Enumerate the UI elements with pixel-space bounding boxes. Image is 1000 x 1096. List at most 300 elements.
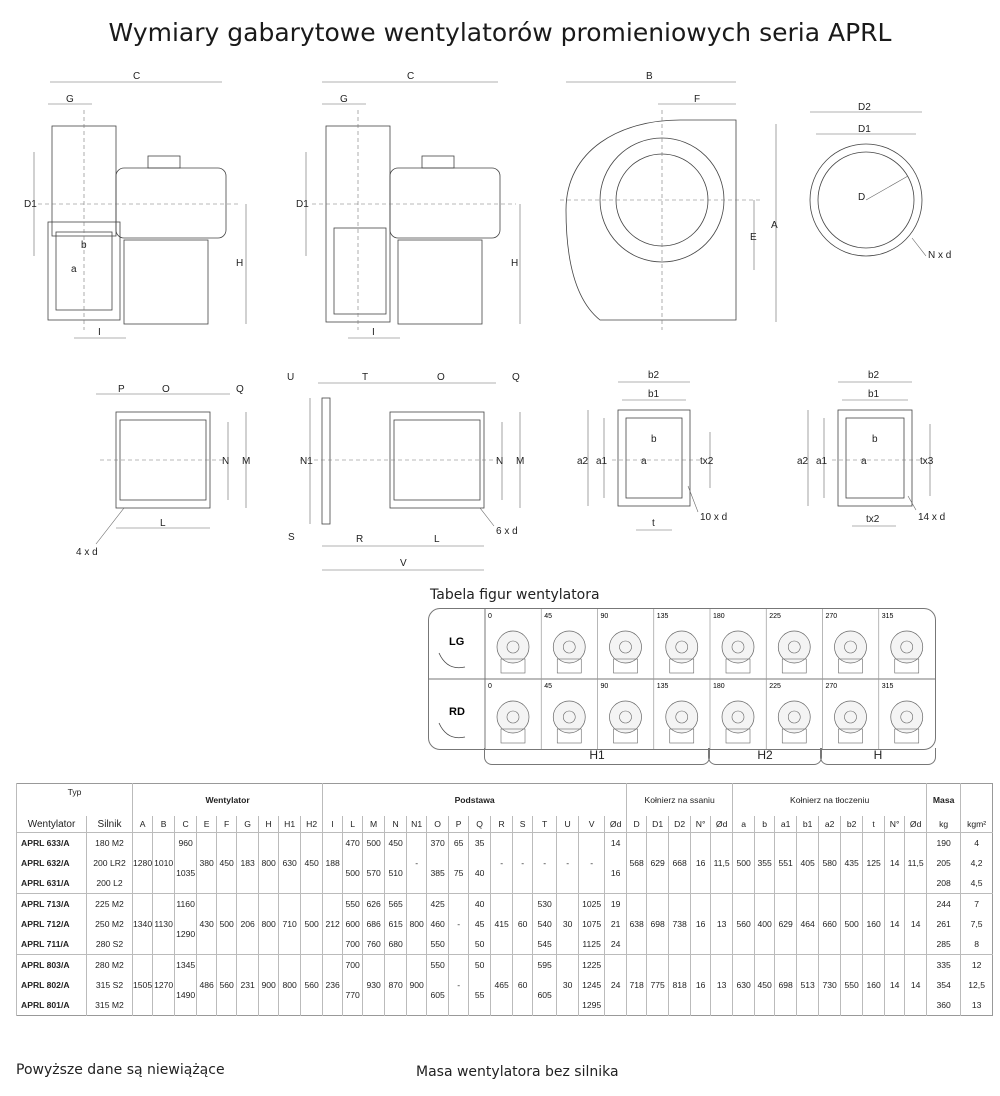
cell-b1: 464 [797,894,819,955]
fan-figure-icon [666,631,698,663]
cell-h2: 450 [301,833,323,894]
dim-m-label: M [242,456,251,467]
figure-angle-label: 90 [600,683,609,690]
cell-o: 550 [427,955,449,976]
cell-silnik: 280 S2 [87,934,133,955]
dim-g2-label: G [340,94,348,105]
fan-figure-icon [891,701,923,733]
cell-t: 160 [863,955,885,1016]
cell-c: 1035 [175,853,197,894]
cell-o: 370 [427,833,449,854]
col-header: Q [469,816,491,833]
fan-figure-icon [835,631,867,663]
cell-n: 615 [385,914,407,934]
header-kolnierz-ssanie: Kołnierz na ssaniu [627,784,733,817]
figure-angle-label: 45 [544,613,553,620]
col-header: D [627,816,647,833]
cell-silnik: 315 S2 [87,975,133,995]
cell-kgm2: 8 [961,934,993,955]
cell-i: 188 [323,833,343,894]
cell-m: 760 [363,934,385,955]
cell-kgm2: 7,5 [961,914,993,934]
cell-b2: 435 [841,833,863,894]
cell-od_t: 14 [905,955,927,1016]
dim-d1b-label: D1 [296,199,309,210]
cell-kg: 244 [927,894,961,915]
cell-l: 700 [343,955,363,976]
fan-figure-icon [553,631,585,663]
cell-h1: 800 [279,955,301,1016]
cell-wentylator: APRL 801/A [17,995,87,1016]
cell-kg: 285 [927,934,961,955]
dim-c-label: C [133,71,141,82]
fan-figure-icon [610,631,642,663]
cell-l: 470 [343,833,363,854]
figure-angle-label: 315 [881,683,894,690]
header-wentylator-group: Wentylator [133,784,323,817]
cell-c: 960 [175,833,197,854]
figure-angle-label: 0 [488,683,492,690]
dim-b-flange2-label: b [872,434,878,445]
figure-angle-label: 225 [769,613,781,620]
cell-b: 355 [755,833,775,894]
cell-t: 545 [533,934,557,955]
col-header: E [197,816,217,833]
cell-t: 160 [863,894,885,955]
cell-r: 415 [491,894,513,955]
dim-b1-label: b1 [648,389,660,400]
cell-c: 1160 [175,894,197,915]
cell-c: 1345 [175,955,197,976]
note-mass: Masa wentylatora bez silnika [416,1064,619,1080]
cell-h: 900 [259,955,279,1016]
dim-b2b-label: b2 [868,370,880,381]
col-header: Ød [905,816,927,833]
cell-e: 430 [197,894,217,955]
dim-u-label: U [287,372,295,383]
dim-c2-label: C [407,71,415,82]
cell-b: 450 [755,955,775,1016]
dim-a2b-label: a2 [797,456,809,467]
dim-d-label: D [858,192,866,203]
figure-angle-label: 270 [825,683,838,690]
cell-s: - [513,833,533,894]
dim-f-label: F [694,94,701,105]
cell-c: 1490 [175,975,197,1016]
cell-n1: 800 [407,894,427,955]
cell-b: 1130 [153,894,175,955]
col-header: P [449,816,469,833]
cell-no_t: 14 [885,833,905,894]
dim-b2-label: b2 [648,370,660,381]
dim-o2-label: O [437,372,445,383]
cell-a2: 580 [819,833,841,894]
cell-o: 460 [427,914,449,934]
cell-no_s: 16 [691,955,711,1016]
col-header: D1 [647,816,669,833]
cell-d2: 738 [669,894,691,955]
col-header: N° [885,816,905,833]
cell-l: 600 [343,914,363,934]
fan-figure-icon [553,701,585,733]
cell-silnik: 250 M2 [87,914,133,934]
dim-tx3-label: tx3 [920,456,934,467]
cell-wentylator: APRL 713/A [17,894,87,915]
dim-14xd-label: 14 x d [918,512,946,523]
cell-l: 770 [343,975,363,1016]
col-header: b [755,816,775,833]
dim-i2-label: I [372,327,375,338]
figure-angle-label: 180 [713,683,725,690]
col-header: t [863,816,885,833]
cell-a1: 698 [775,955,797,1016]
cell-s: 60 [513,955,533,1016]
dim-s-label: S [288,532,295,543]
cell-f: 500 [217,894,237,955]
header-kolnierz-tloczenie: Kołnierz na tłoczeniu [733,784,927,817]
table-row [17,894,993,915]
side-view-1 [24,71,246,338]
dim-tx2-label: tx2 [700,456,714,467]
cell-n1: - [407,833,427,894]
col-header: b1 [797,816,819,833]
dim-a-flange-label: a [641,456,647,467]
col-header: A [133,816,153,833]
cell-kgm2: 4 [961,833,993,854]
dim-h2-label: H [511,258,519,269]
cell-d2: 818 [669,955,691,1016]
cell-wentylator: APRL 803/A [17,955,87,976]
rotation-arrow-icon [439,653,465,668]
dim-t-label: t [652,518,655,529]
figure-table [428,608,936,750]
cell-od_base: 14 [605,833,627,854]
cell-r: 465 [491,955,513,1016]
cell-od_base: 19 [605,894,627,915]
cell-t: - [533,833,557,894]
cell-silnik: 180 M2 [87,833,133,854]
col-header: M [363,816,385,833]
cell-wentylator: APRL 802/A [17,975,87,995]
side-view-2 [296,71,520,338]
dim-a1-label: a1 [596,456,608,467]
fan-figure-icon [722,701,754,733]
cell-a: 1340 [133,894,153,955]
cell-h2: 500 [301,894,323,955]
cell-kgm2: 4,5 [961,873,993,894]
group-h2: H2 [708,748,822,765]
col-header: N1 [407,816,427,833]
cell-q: 40 [469,894,491,915]
dim-i-label: I [98,327,101,338]
dim-d1c-label: D1 [858,124,871,135]
cell-silnik: 200 LR2 [87,853,133,873]
table-row [17,955,993,976]
cell-wentylator: APRL 631/A [17,873,87,894]
cell-a: 630 [733,955,755,1016]
front-view [560,71,778,330]
cell-silnik: 200 L2 [87,873,133,894]
cell-m: 626 [363,894,385,915]
cell-p: 75 [449,853,469,894]
dim-g-label: G [66,94,74,105]
cell-u: 30 [557,955,579,1016]
cell-p: 65 [449,833,469,854]
figure-row-label: LG [449,636,465,648]
cell-no_t: 14 [885,894,905,955]
cell-v: 1075 [579,914,605,934]
cell-no_s: 16 [691,833,711,894]
col-header: Ød [605,816,627,833]
cell-p: - [449,894,469,955]
cell-q: 55 [469,975,491,1016]
cell-a1: 551 [775,833,797,894]
col-header: B [153,816,175,833]
cell-l: 550 [343,894,363,915]
table-row [17,833,993,854]
dim-b-flange-label: b [651,434,657,445]
cell-m: 570 [363,853,385,894]
cell-t: 530 [533,894,557,915]
cell-q: 50 [469,955,491,976]
cell-n: 510 [385,853,407,894]
fan-figure-icon [666,701,698,733]
cell-m: 500 [363,833,385,854]
cell-f: 450 [217,833,237,894]
col-header: T [533,816,557,833]
dim-q-label: Q [236,384,244,395]
col-header: L [343,816,363,833]
col-header: N [385,816,407,833]
cell-kgm2: 12,5 [961,975,993,995]
cell-kgm2: 13 [961,995,993,1016]
cell-b: 1270 [153,955,175,1016]
cell-e: 380 [197,833,217,894]
col-header: a [733,816,755,833]
dim-r-label: R [356,534,364,545]
dim-v-label: V [400,558,407,569]
cell-b1: 513 [797,955,819,1016]
figure-angle-label: 180 [713,613,725,620]
figure-table-grid [429,609,935,749]
dim-l-label: L [160,518,166,529]
dim-h-label: H [236,258,244,269]
cell-t: 540 [533,914,557,934]
group-h1: H1 [484,748,710,765]
cell-od_base: 24 [605,955,627,1016]
cell-od_s: 13 [711,894,733,955]
note-disclaimer: Powyższe dane są niewiążące [16,1062,225,1078]
cell-kg: 261 [927,914,961,934]
cell-kgm2: 4,2 [961,853,993,873]
fan-figure-icon [891,631,923,663]
dim-n1-label: N1 [300,456,313,467]
dim-tx2b-label: tx2 [866,514,880,525]
cell-wentylator: APRL 632/A [17,853,87,873]
col-header: D2 [669,816,691,833]
cell-h2: 560 [301,955,323,1016]
cell-a: 1505 [133,955,153,1016]
cell-silnik: 315 M2 [87,995,133,1016]
cell-kg: 354 [927,975,961,995]
cell-g: 183 [237,833,259,894]
inlet-flange-view [810,102,951,261]
cell-kgm2: 7 [961,894,993,915]
cell-d: 568 [627,833,647,894]
cell-d2: 668 [669,833,691,894]
cell-v: - [579,833,605,894]
col-header: Ød [711,816,733,833]
cell-m: 686 [363,914,385,934]
cell-f: 560 [217,955,237,1016]
cell-d: 718 [627,955,647,1016]
cell-no_t: 14 [885,955,905,1016]
header-masa: Masa [927,784,961,817]
outlet-flange-view-2 [797,370,945,526]
col-header: N° [691,816,711,833]
cell-v: 1025 [579,894,605,915]
cell-q: 35 [469,833,491,854]
cell-n: 870 [385,955,407,1016]
cell-no_s: 16 [691,894,711,955]
col-header: U [557,816,579,833]
figure-angle-label: 135 [656,683,669,690]
cell-a2: 730 [819,955,841,1016]
dim-q2-label: Q [512,372,520,383]
col-header: a1 [775,816,797,833]
cell-r: - [491,833,513,894]
cell-t: 605 [533,975,557,1016]
cell-wentylator: APRL 633/A [17,833,87,854]
dim-p-label: P [118,384,125,395]
dim-b1b-label: b1 [868,389,880,400]
figure-angle-label: 0 [488,613,492,620]
cell-a1: 629 [775,894,797,955]
cell-b2: 550 [841,955,863,1016]
cell-o: 385 [427,853,449,894]
dim-a-flange2-label: a [861,456,867,467]
col-header: H2 [301,816,323,833]
dim-o-label: O [162,384,170,395]
outlet-flange-view-1 [577,370,727,530]
cell-d1: 629 [647,833,669,894]
cell-o: 605 [427,975,449,1016]
col-header: C [175,816,197,833]
cell-b2: 500 [841,894,863,955]
cell-n1: 900 [407,955,427,1016]
cell-b1: 405 [797,833,819,894]
cell-kg: 335 [927,955,961,976]
cell-o: 550 [427,934,449,955]
header-podstawa: Podstawa [323,784,627,817]
figure-angle-label: 315 [881,613,894,620]
col-header: I [323,816,343,833]
col-header: kgm² [961,816,993,833]
col-header: R [491,816,513,833]
cell-h1: 630 [279,833,301,894]
cell-a2: 660 [819,894,841,955]
cell-c: 1290 [175,914,197,955]
cell-q: 45 [469,914,491,934]
col-header: H [259,816,279,833]
cell-i: 236 [323,955,343,1016]
col-header: kg [927,816,961,833]
dim-m2-label: M [516,456,525,467]
dimension-table [16,783,993,1016]
fan-figure-icon [778,631,810,663]
figure-angle-label: 225 [769,683,781,690]
rotation-arrow-icon [439,723,465,738]
cell-n: 565 [385,894,407,915]
dim-a-big-label: A [771,220,778,231]
col-header: Silnik [87,816,133,833]
cell-a: 500 [733,833,755,894]
cell-p: - [449,955,469,1016]
cell-h1: 710 [279,894,301,955]
col-header: F [217,816,237,833]
dim-b-big-label: B [646,71,653,82]
cell-g: 231 [237,955,259,1016]
fan-figure-icon [835,701,867,733]
col-header: Wentylator [17,816,87,833]
cell-g: 206 [237,894,259,955]
cell-b: 400 [755,894,775,955]
col-header: V [579,816,605,833]
dim-d2-label: D2 [858,102,871,113]
page-title: Wymiary gabarytowe wentylatorów promieniowych seria APRL [108,18,892,47]
dim-a2-label: a2 [577,456,589,467]
cell-d1: 775 [647,955,669,1016]
cell-v: 1295 [579,995,605,1016]
cell-q: 50 [469,934,491,955]
dim-b-label: b [81,240,87,251]
cell-silnik: 225 M2 [87,894,133,915]
figure-angle-label: 90 [600,613,609,620]
cell-silnik: 280 M2 [87,955,133,976]
cell-od_s: 13 [711,955,733,1016]
dim-10xd-label: 10 x d [700,512,728,523]
dim-e-label: E [750,232,757,243]
col-header: H1 [279,816,301,833]
dim-a-label: a [71,264,77,275]
fan-figure-icon [497,631,529,663]
col-header: a2 [819,816,841,833]
figure-angle-label: 270 [825,613,838,620]
cell-t: 125 [863,833,885,894]
dim-d1-label: D1 [24,199,37,210]
figure-table-caption: Tabela figur wentylatora [430,587,600,603]
fan-figure-icon [722,631,754,663]
dim-6xd-label: 6 x d [496,526,518,537]
cell-i: 212 [323,894,343,955]
cell-h: 800 [259,894,279,955]
dim-n-label: N [222,456,230,467]
cell-n: 680 [385,934,407,955]
cell-od_t: 14 [905,894,927,955]
figure-angle-label: 45 [544,683,553,690]
cell-b: 1010 [153,833,175,894]
group-h: H [820,748,936,765]
dim-n2-label: N [496,456,504,467]
fan-figure-icon [497,701,529,733]
cell-od_base: 16 [605,853,627,894]
cell-od_t: 11,5 [905,833,927,894]
cell-wentylator: APRL 711/A [17,934,87,955]
base-view-2 [287,372,524,570]
cell-wentylator: APRL 712/A [17,914,87,934]
base-view-1 [76,384,250,558]
cell-a: 560 [733,894,755,955]
